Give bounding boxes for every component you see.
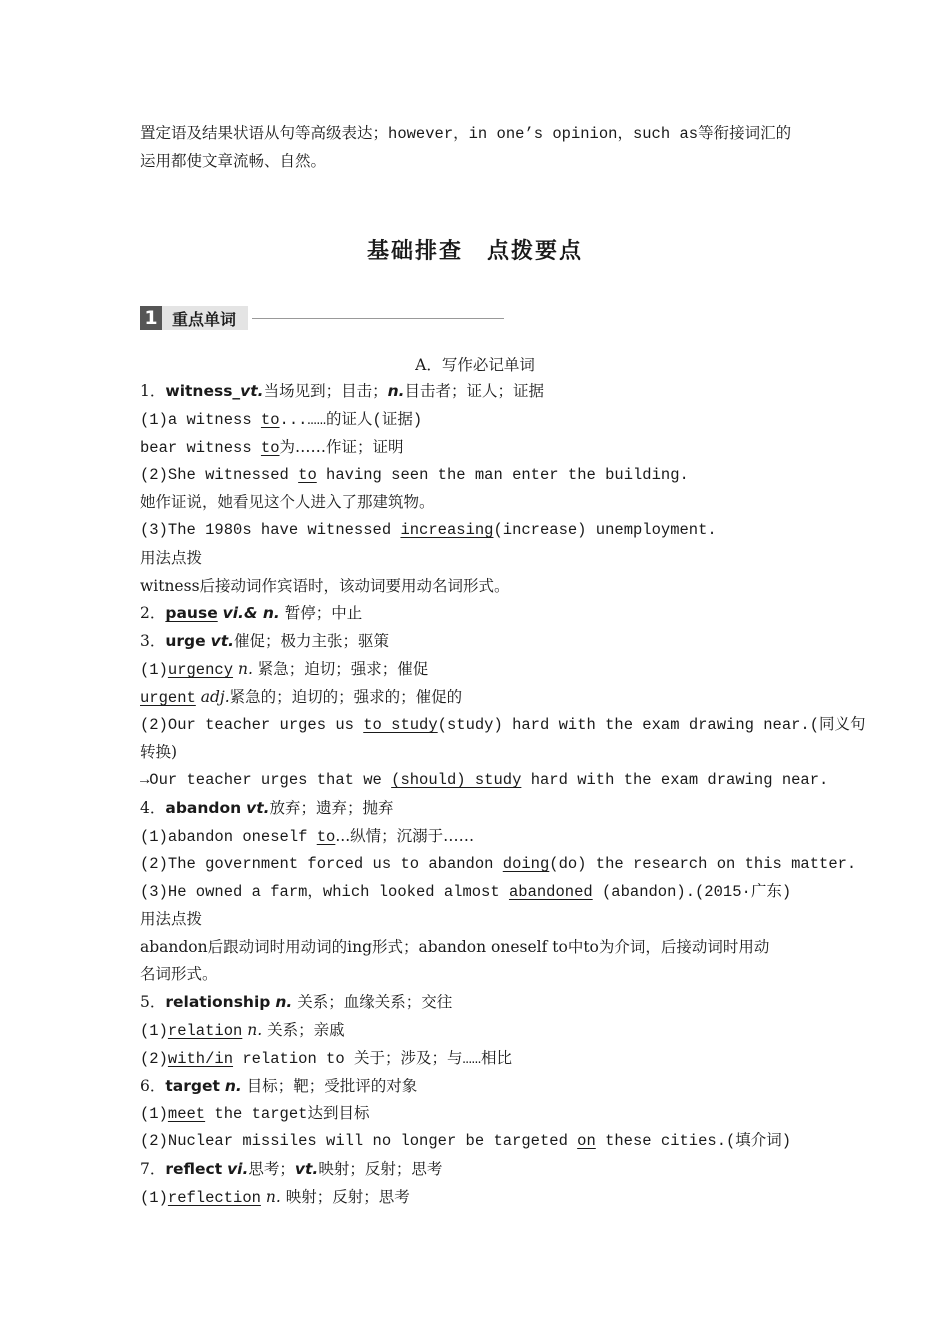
entry-pos: n. [224,1077,242,1095]
text: relation to 关于；涉及；与……相比 [233,1050,513,1068]
answer: meet [167,1105,206,1123]
text: (study) hard with the exam drawing near.(同义句 [437,716,866,734]
entry-word: urge [165,632,206,650]
pos: n. [233,660,253,678]
text: (1) [140,1022,168,1040]
entry-word: relationship [165,993,271,1011]
text: (1)abandon oneself [140,828,317,846]
text: (3)He owned a farm，which looked almost [140,883,509,901]
word-entry-abandon [140,798,812,818]
text: ...……的证人(证据) [279,411,423,429]
intro-text: 等衔接词汇的 [698,124,792,142]
intro-line-1 [140,123,812,144]
text: (increase) unemployment. [493,521,717,539]
text: bear witness [140,439,261,457]
answer: abandoned [508,883,593,901]
answer: to [260,411,280,429]
word-entry-urge [140,631,812,651]
usage-tip: abandon后跟动词时用动词的ing形式；abandon oneself to中to为介词，后接动词时用动 [140,938,770,956]
entry-pos: n. [275,993,293,1011]
entry-pos: vi.& n. [222,604,280,622]
section-title-left: 基础排查 [366,239,463,264]
section-header [140,306,504,330]
answer: to study [363,716,438,734]
intro-text: however，in one’s opinion，such as [388,125,699,143]
text: (3)The 1980s have witnessed [140,521,401,539]
example-line [140,1187,812,1208]
text: (2) [140,1050,168,1068]
entry-word: target [165,1077,220,1095]
entry-pos: n. [387,382,405,400]
entry-word: abandon [165,799,242,817]
example-line [140,770,829,790]
section-label: 重点单词 [162,306,248,330]
example-line [140,854,857,874]
entry-def: 映射；反射；思考 [318,1160,443,1178]
text: (2)The government forced us to abandon [140,855,503,873]
entry-num: 6． [140,1077,166,1095]
pos: n. [260,1188,281,1206]
section-title [0,234,950,265]
word-entry-relationship [140,992,812,1012]
text: ...纵情；沉溺于…… [335,827,475,845]
pos: n. [242,1021,263,1039]
intro-text: 置定语及结果状语从句等高级表达； [140,124,389,142]
example-line [140,1103,812,1124]
entry-num: 5． [140,993,166,1011]
answer: urgent [140,689,196,707]
answer: to [260,439,280,457]
example-line [140,520,812,540]
usage-tip: 名词形式。 [140,965,218,983]
text: these cities.(填介词) [595,1132,792,1150]
entry-pos: vt. [210,632,235,650]
section-number: 1 [140,306,162,330]
text: having seen the man enter the building. [316,466,689,484]
example-line [140,1020,812,1041]
text: (1)a witness [140,411,261,429]
entry-pos: vt. [246,799,270,817]
entry-num: 2． [140,604,166,622]
word-entry-reflect [140,1159,812,1179]
text: the target达到目标 [205,1105,370,1123]
example-line: 转换) [140,743,178,761]
entry-def: 暂停；中止 [279,604,363,622]
answer: relation [167,1022,243,1040]
entry-def: 目标；靶；受批评的对象 [241,1077,418,1095]
answer: on [577,1132,596,1150]
text: 为……作证；证明 [279,438,404,456]
section-rule [252,318,504,319]
word-entry-witness [140,381,812,401]
answer: urgency [167,661,234,679]
text: hard with the exam drawing near. [521,771,829,789]
text: (2)Nuclear missiles will no longer be targeted [140,1132,578,1150]
entry-num: 7． [140,1160,166,1178]
answer: increasing [400,521,494,539]
text: 映射；反射；思考 [280,1188,410,1206]
usage-tip-heading: 用法点拨 [140,910,203,928]
text: (do) the research on this matter. [549,855,857,873]
entry-def: 放弃；遗弃；抛弃 [269,799,394,817]
entry-word: pause [165,604,218,622]
entry-num: 3． [140,632,166,650]
intro-line-2: 运用都使文章流畅、自然。 [140,152,327,170]
entry-pos: vt. [294,1160,319,1178]
text: →Our teacher urges that we [140,771,392,789]
example-line [140,1131,812,1151]
entry-pos: vi. [227,1160,249,1178]
entry-num: 1． [140,382,166,400]
example-line [140,687,812,708]
entry-def: 当场见到；目击； [263,382,388,400]
entry-def: 关系；血缘关系；交往 [292,993,453,1011]
text: (1) [140,1189,168,1207]
word-entry-pause [140,603,812,623]
answer: doing [502,855,550,873]
example-line [140,465,812,485]
entry-def: 催促；极力主张；驱策 [234,632,390,650]
entry-num: 4． [140,799,166,817]
answer: reflection [167,1189,261,1207]
example-line [140,881,812,902]
example-line [140,437,812,458]
usage-tip-heading: 用法点拨 [140,549,203,567]
text: (2)She witnessed [140,466,299,484]
text: (1) [140,661,168,679]
text: 关系；亲戚 [262,1021,345,1039]
answer: to [298,466,317,484]
text: 紧急的；迫切的；强求的；催促的 [229,688,463,706]
text: (1) [140,1105,168,1123]
entry-word: witness [165,382,233,400]
answer: with/in [167,1050,234,1068]
text: (2)Our teacher urges us [140,716,364,734]
answer: to [316,828,336,846]
section-title-right: 点拨要点 [487,239,584,264]
example-line [140,715,866,735]
entry-def: 思考； [248,1160,295,1178]
usage-tip: witness后接动词作宾语时，该动词要用动名词形式。 [140,577,510,595]
example-line [140,659,812,680]
example-line [140,409,812,430]
example-line [140,1048,812,1069]
translation-line: 她作证说，她看见这个人进入了那建筑物。 [140,493,435,511]
example-line [140,826,812,847]
text: 紧急；迫切；强求；催促 [252,660,429,678]
entry-def: 目击者；证人；证据 [404,382,545,400]
answer: (should) study [391,771,522,789]
subheading: A．写作必记单词 [415,356,535,374]
text: (abandon).(2015·广东) [592,883,792,901]
entry-word: reflect [165,1160,223,1178]
entry-pos: vt. [240,382,264,400]
entry-sep: _ [232,382,241,400]
pos: adj. [195,688,230,706]
word-entry-target [140,1076,812,1096]
